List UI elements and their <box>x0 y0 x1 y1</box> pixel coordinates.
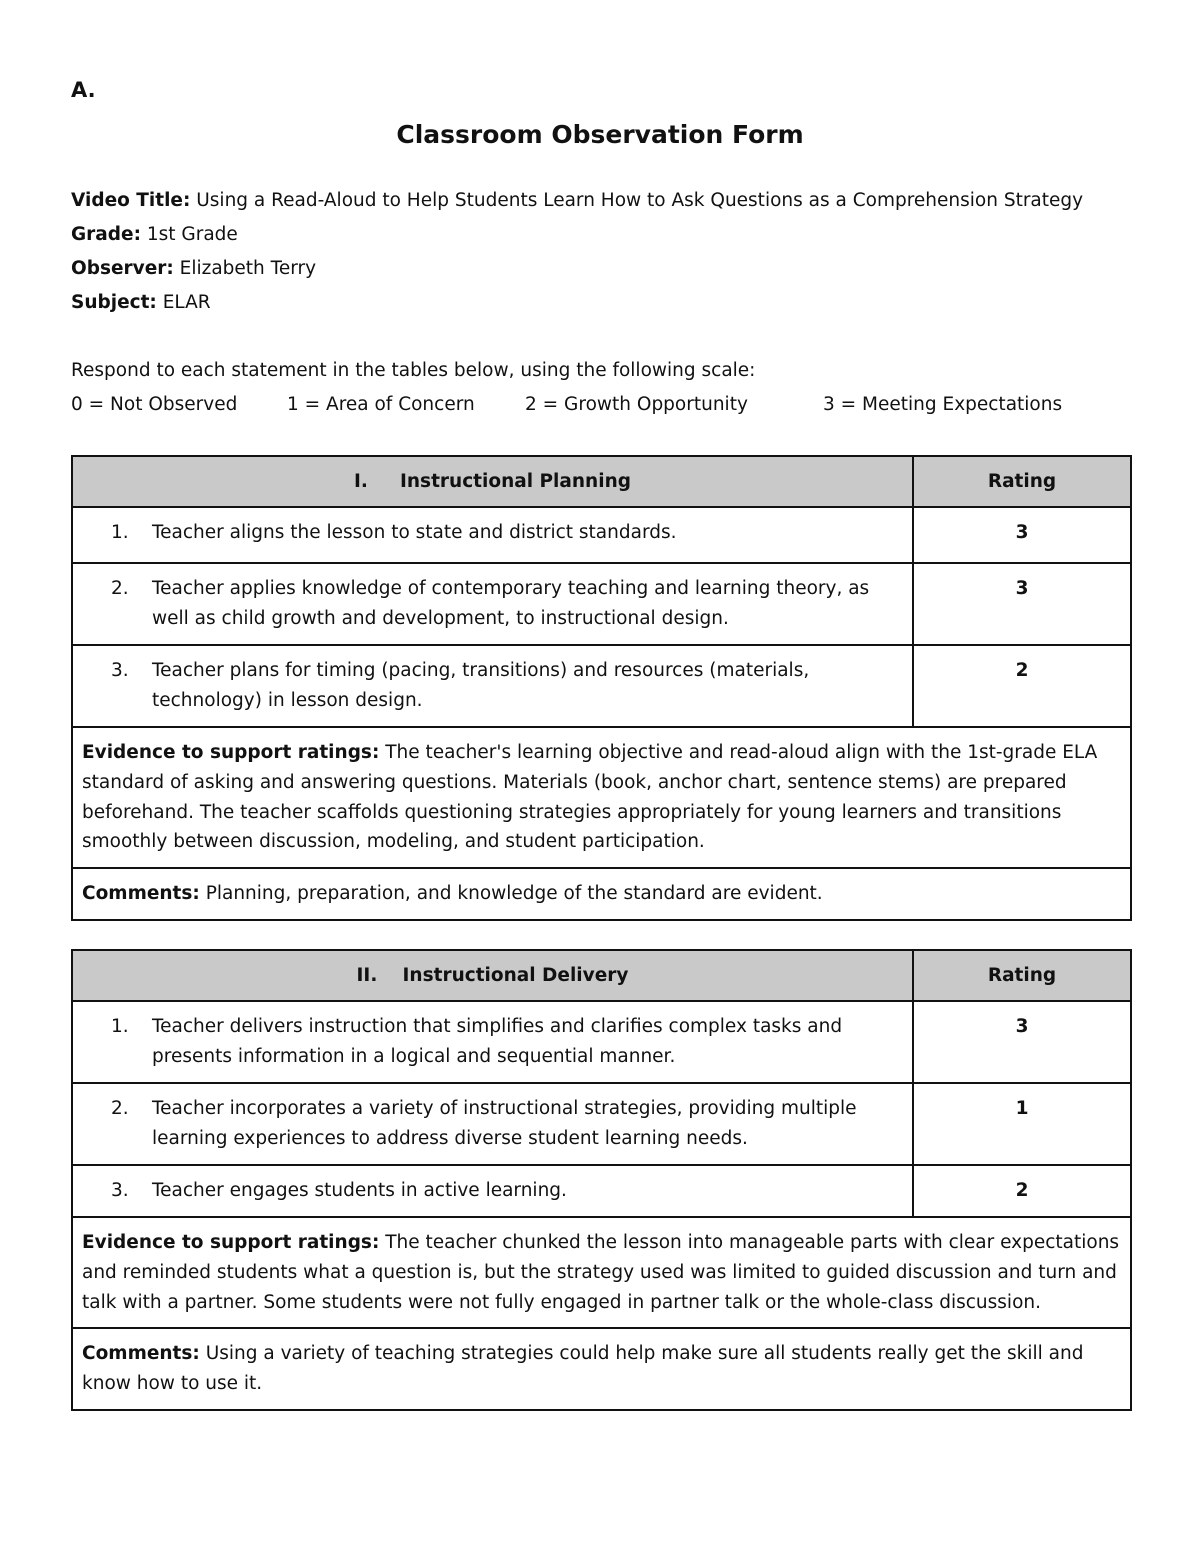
observer-label: Observer: <box>71 258 174 279</box>
table-row <box>72 1083 1131 1165</box>
subject-label: Subject: <box>71 292 157 313</box>
video-title-label: Video Title: <box>71 190 191 211</box>
criterion-text: Teacher aligns the lesson to state and district standards. <box>152 522 677 543</box>
table-row <box>72 1165 1131 1217</box>
observer-line <box>71 254 1083 288</box>
comments-text: Planning, preparation, and knowledge of the standard are evident. <box>199 883 823 905</box>
criterion-text: Teacher delivers instruction that simplifies and clarifies complex tasks and presents information in a logical and sequential manner. <box>152 1016 843 1067</box>
section-number: I. <box>354 471 368 492</box>
comments-cell <box>72 1328 1131 1410</box>
grade-value: 1st Grade <box>140 224 238 245</box>
evidence-row <box>72 1217 1131 1328</box>
table-row <box>72 1001 1131 1083</box>
comments-label: Comments: <box>82 883 200 905</box>
criterion-number: 1. <box>111 1016 129 1037</box>
scale-item-2: 2 = Growth Opportunity <box>525 394 748 415</box>
rating-header: Rating <box>913 950 1131 1001</box>
section-heading: Instructional Planning <box>400 471 631 492</box>
evidence-label: Evidence to support ratings: <box>82 742 380 763</box>
rating-value: 1 <box>913 1083 1131 1165</box>
criterion-number: 2. <box>111 1098 129 1119</box>
grade-line <box>71 220 1083 254</box>
criterion-text: Teacher engages students in active learning. <box>152 1180 567 1201</box>
table-heading <box>72 456 913 507</box>
section-letter: A. <box>71 78 96 102</box>
observer-value: Elizabeth Terry <box>173 258 317 279</box>
criterion-text: Teacher incorporates a variety of instructional strategies, providing multiple learning experiences to address diverse student learning needs. <box>152 1098 857 1149</box>
criterion-cell <box>72 1165 913 1217</box>
video-title-line <box>71 186 1083 220</box>
grade-label: Grade: <box>71 224 141 245</box>
form-metadata <box>71 186 1083 322</box>
section-number: II. <box>356 965 378 986</box>
table-header-row <box>72 456 1131 507</box>
rating-value: 3 <box>913 507 1131 563</box>
rating-value: 3 <box>913 563 1131 645</box>
scale-item-0: 0 = Not Observed <box>71 394 238 415</box>
scale-item-3: 3 = Meeting Expectations <box>823 394 1063 415</box>
criterion-number: 3. <box>111 1180 129 1201</box>
evidence-text: The teacher's learning objective and read-aloud align with the 1st-grade ELA standard of asking and answering questions. Materials (book, anchor chart, sentence stems) are prepared beforehand. The teacher scaffolds questioning strategies appropriately for young learners and transitions smoothly between discussion, modeling, and student participation. <box>82 742 1098 853</box>
evidence-row <box>72 727 1131 868</box>
scale-item-1: 1 = Area of Concern <box>287 394 475 415</box>
criterion-cell <box>72 1001 913 1083</box>
criterion-text: Teacher applies knowledge of contemporary teaching and learning theory, as well as child growth and development, to instructional design. <box>152 578 870 629</box>
instructional-planning-table <box>71 455 1132 921</box>
comments-label: Comments: <box>82 1343 200 1365</box>
comments-row <box>72 868 1131 920</box>
criterion-number: 2. <box>111 578 129 599</box>
subject-value: ELAR <box>156 292 211 313</box>
comments-cell <box>72 868 1131 920</box>
comments-text: Using a variety of teaching strategies could help make sure all students really get the skill and know how to use it. <box>82 1343 1084 1395</box>
evidence-label: Evidence to support ratings: <box>82 1232 380 1253</box>
evidence-text: The teacher chunked the lesson into manageable parts with clear expectations and reminded students what a question is, but the strategy used was limited to guided discussion and turn and talk with a partner. Some students were not fully engaged in partner talk or the whole-class discussion. <box>82 1232 1120 1313</box>
criterion-number: 1. <box>111 522 129 543</box>
criterion-text: Teacher plans for timing (pacing, transitions) and resources (materials, technology) in lesson design. <box>152 660 810 711</box>
evidence-cell <box>72 727 1131 868</box>
rating-value: 2 <box>913 1165 1131 1217</box>
rating-header: Rating <box>913 456 1131 507</box>
criterion-number: 3. <box>111 660 129 681</box>
evidence-cell <box>72 1217 1131 1328</box>
page-title: Classroom Observation Form <box>396 120 804 149</box>
video-title-value: Using a Read-Aloud to Help Students Learn How to Ask Questions as a Comprehension Strategy <box>190 190 1084 211</box>
table-row <box>72 563 1131 645</box>
criterion-cell <box>72 507 913 563</box>
scale-instructions: Respond to each statement in the tables below, using the following scale: <box>71 360 756 381</box>
table-heading <box>72 950 913 1001</box>
comments-row <box>72 1328 1131 1410</box>
criterion-cell <box>72 645 913 727</box>
rating-value: 2 <box>913 645 1131 727</box>
table-header-row <box>72 950 1131 1001</box>
table-row <box>72 507 1131 563</box>
subject-line <box>71 288 1083 322</box>
rating-value: 3 <box>913 1001 1131 1083</box>
criterion-cell <box>72 563 913 645</box>
section-heading: Instructional Delivery <box>402 965 629 986</box>
table-row <box>72 645 1131 727</box>
criterion-cell <box>72 1083 913 1165</box>
instructional-delivery-table <box>71 949 1132 1411</box>
